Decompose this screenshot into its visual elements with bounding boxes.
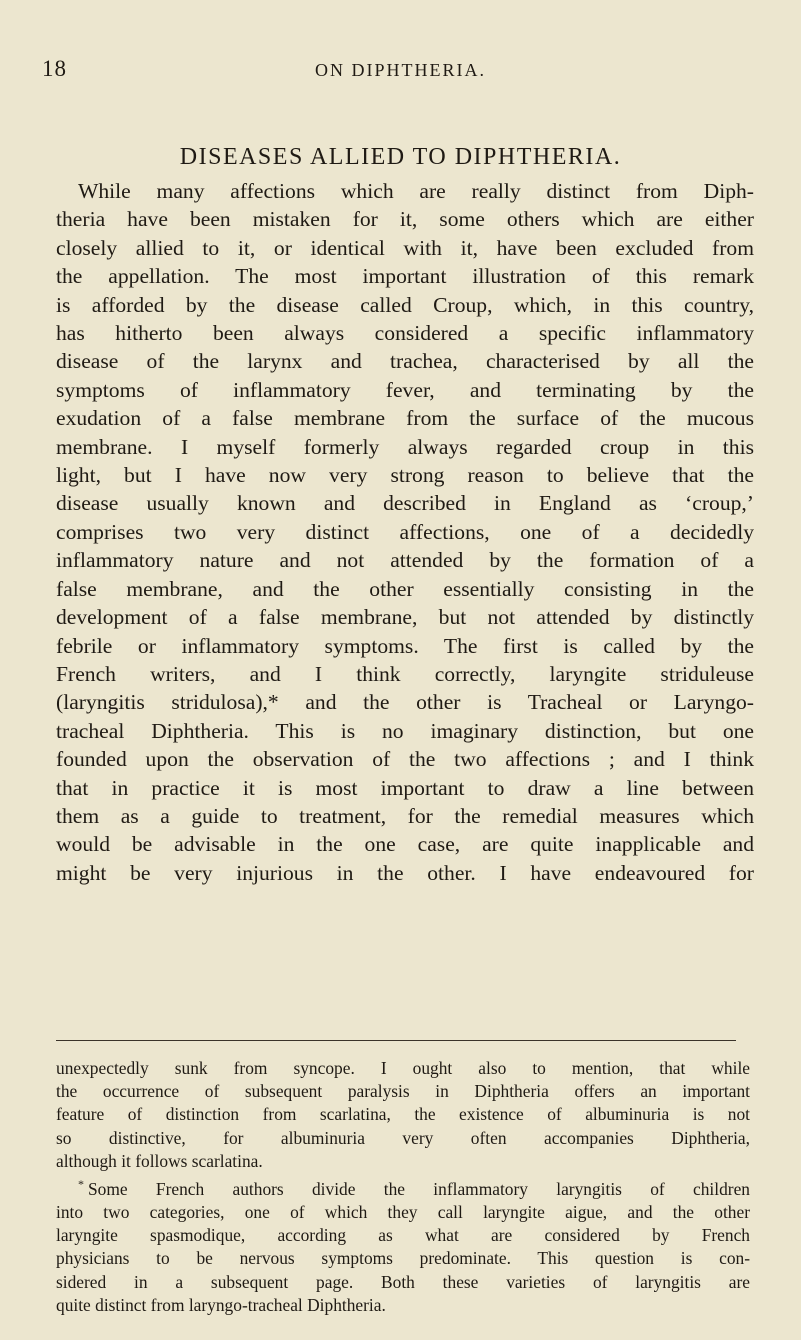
footnote-line: so distinctive, for albuminuria very often accompanies Diphtheria, bbox=[56, 1127, 750, 1148]
footnote-line: physicians to be nervous symptoms predominate. This question is con- bbox=[56, 1248, 750, 1269]
body-line: symptoms of inflammatory fever, and terminating by the bbox=[56, 377, 754, 402]
footnote-line: sidered in a subsequent page. Both these varieties of laryngitis are bbox=[56, 1271, 750, 1292]
body-line: closely allied to it, or identical with it, have been excluded from bbox=[56, 235, 754, 260]
body-line: is afforded by the disease called Croup, which, in this country, bbox=[56, 292, 754, 317]
body-line: that in practice it is most important to draw a line between bbox=[56, 775, 754, 800]
footnote-marker: * bbox=[78, 1177, 84, 1192]
body-line: inflammatory nature and not attended by the formation of a bbox=[56, 548, 754, 573]
footnote-line: although it follows scarlatina. bbox=[56, 1150, 263, 1171]
body-line: has hitherto been always considered a specific inflammatory bbox=[56, 321, 754, 346]
footnote-line: unexpectedly sunk from syncope. I ought also to mention, that while bbox=[56, 1058, 750, 1078]
body-line: disease of the larynx and trachea, characterised by all the bbox=[56, 349, 754, 374]
body-line: tracheal Diphtheria. This is no imaginary distinction, but one bbox=[56, 718, 754, 743]
body-line: development of a false membrane, but not attended by distinctly bbox=[56, 605, 754, 630]
body-line: light, but I have now very strong reason to believe that the bbox=[56, 463, 754, 488]
body-line: the appellation. The most important illustration of this remark bbox=[56, 264, 754, 289]
body-line: febrile or inflammatory symptoms. The first is called by the bbox=[56, 633, 754, 658]
running-title: ON DIPHTHERIA. bbox=[315, 60, 486, 80]
body-line: might be very injurious in the other. I have endeavoured for bbox=[56, 860, 754, 885]
body-line: would be advisable in the one case, are quite inapplicable and bbox=[56, 832, 754, 857]
body-line: French writers, and I think correctly, laryngite striduleuse bbox=[56, 661, 754, 686]
body-line: (laryngitis stridulosa),* and the other is Tracheal or Laryngo- bbox=[56, 690, 754, 715]
body-line: While many affections which are really distinct from Diph- bbox=[78, 179, 754, 203]
body-line: founded upon the observation of the two affections ; and I think bbox=[56, 747, 754, 772]
footnote-note-first-line bbox=[56, 1173, 750, 1201]
footnotes bbox=[56, 1057, 750, 1317]
footnote-line: the occurrence of subsequent paralysis in Diphtheria offers an important bbox=[56, 1081, 750, 1102]
footnote-line: laryngite spasmodique, according as what are considered by French bbox=[56, 1225, 750, 1246]
body-line: false membrane, and the other essentially consisting in the bbox=[56, 576, 754, 601]
body-line: disease usually known and described in England as ‘croup,’ bbox=[56, 491, 754, 516]
body-line: comprises two very distinct affections, one of a decidedly bbox=[56, 519, 754, 544]
body-line: exudation of a false membrane from the surface of the mucous bbox=[56, 406, 754, 431]
page-number: 18 bbox=[42, 56, 67, 81]
body-paragraph bbox=[56, 177, 754, 887]
footnote-divider bbox=[56, 1040, 736, 1041]
footnote-line: into two categories, one of which they call laryngite aigue, and the other bbox=[56, 1202, 750, 1223]
footnote-line: feature of distinction from scarlatina, the existence of albuminuria is not bbox=[56, 1104, 750, 1125]
body-line: membrane. I myself formerly always regarded croup in this bbox=[56, 434, 754, 459]
footnote-line: Some French authors divide the inflammatory laryngitis of children bbox=[88, 1178, 750, 1199]
body-line: theria have been mistaken for it, some others which are either bbox=[56, 207, 754, 232]
section-title: DISEASES ALLIED TO DIPHTHERIA. bbox=[179, 144, 622, 170]
footnote-line: quite distinct from laryngo-tracheal Diphtheria. bbox=[56, 1294, 386, 1315]
body-line: them as a guide to treatment, for the remedial measures which bbox=[56, 803, 754, 828]
